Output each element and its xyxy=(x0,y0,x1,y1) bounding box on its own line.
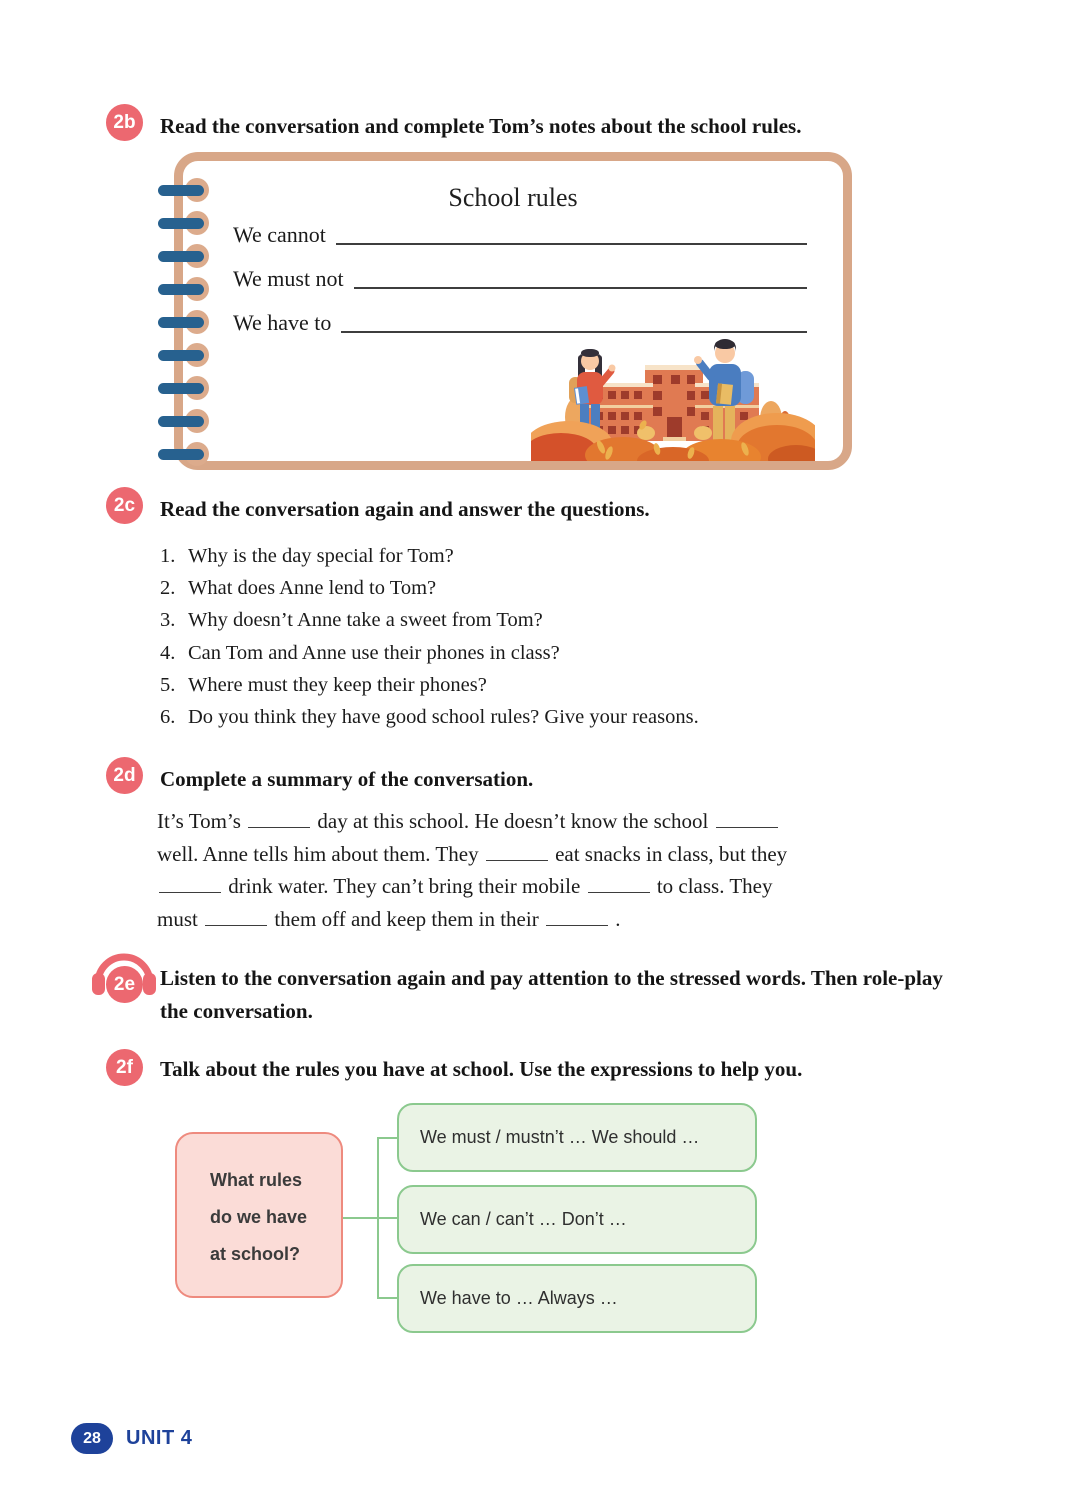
activity-title-2f: Talk about the rules you have at school. Use the expressions to help you. xyxy=(160,1057,803,1081)
blank-field xyxy=(248,809,310,828)
question-number: 1. xyxy=(160,545,176,567)
connector-line xyxy=(377,1297,397,1299)
question-item xyxy=(160,604,699,636)
blank-field xyxy=(205,907,267,926)
blank-line xyxy=(336,243,807,245)
question-text: Why is the day special for Tom? xyxy=(188,545,454,567)
question-text: Where must they keep their phones? xyxy=(188,673,487,696)
question-item xyxy=(160,669,699,701)
page-number-badge: 28 xyxy=(71,1423,113,1454)
activity-badge-2e: 2e xyxy=(106,966,143,1003)
blank-field xyxy=(546,907,608,926)
binder-bar xyxy=(158,383,204,394)
notebook-card xyxy=(174,152,852,470)
summary-paragraph xyxy=(157,805,947,935)
blank-field xyxy=(588,874,650,893)
summary-line: well. Anne tells him about them. They eat snacks in class, but they xyxy=(157,841,788,866)
rule-label: We cannot xyxy=(233,222,326,247)
activity-title-2e: Listen to the conversation again and pay attention to the stressed words. Then role-play the conversation. xyxy=(160,966,943,1023)
question-number: 2. xyxy=(160,577,176,600)
unit-label: UNIT 4 xyxy=(126,1427,193,1449)
activity-badge-2f: 2f xyxy=(106,1049,143,1086)
summary-line: It’s Tom’s day at this school. He doesn’t know the school xyxy=(157,805,947,838)
activity-title-2c: Read the conversation again and answer the questions. xyxy=(160,497,650,521)
prompt-text-line: at school? xyxy=(210,1244,301,1264)
question-text: Why doesn’t Anne take a sweet from Tom? xyxy=(188,609,543,632)
rule-label: We have to xyxy=(233,310,332,335)
question-number: 5. xyxy=(160,673,176,696)
question-text: What does Anne lend to Tom? xyxy=(188,577,437,600)
binder-bar xyxy=(158,416,204,427)
expression-box: We must / mustn’t … We should … xyxy=(397,1103,757,1172)
summary-line: must them off and keep them in their . xyxy=(157,906,621,931)
question-text: Do you think they have good school rules? Give your reasons. xyxy=(188,706,699,729)
activity-badge-2d: 2d xyxy=(106,757,143,794)
question-number: 4. xyxy=(160,641,176,664)
question-text: Can Tom and Anne use their phones in class? xyxy=(188,641,560,664)
expression-box: We have to … Always … xyxy=(397,1264,757,1333)
prompt-box xyxy=(175,1132,343,1298)
question-item xyxy=(160,572,699,604)
question-item xyxy=(160,701,699,733)
question-number: 6. xyxy=(160,706,176,729)
activity-badge-2b: 2b xyxy=(106,104,143,141)
activity-badge-2c: 2c xyxy=(106,487,143,524)
notebook-title: School rules xyxy=(448,183,578,212)
blank-field xyxy=(716,809,778,828)
binder-bar xyxy=(158,350,204,361)
blank-line xyxy=(354,287,807,289)
binder-bar xyxy=(158,251,204,262)
question-list xyxy=(160,540,699,733)
prompt-text-line: What rules xyxy=(210,1170,303,1190)
blank-field xyxy=(486,842,548,861)
students-school-illustration xyxy=(531,329,815,461)
notebook-rule-row xyxy=(183,262,843,292)
blank-field xyxy=(159,874,221,893)
activity-title-2d: Complete a summary of the conversation. xyxy=(160,767,534,791)
connector-line xyxy=(377,1137,379,1299)
notebook-rule-row xyxy=(183,218,843,248)
question-number: 3. xyxy=(160,609,176,632)
question-item xyxy=(160,637,699,669)
rule-label: We must not xyxy=(233,266,344,291)
prompt-text-line: do we have xyxy=(210,1207,308,1227)
binder-bar xyxy=(158,449,204,460)
binder-bar xyxy=(158,185,204,196)
activity-title-2b: Read the conversation and complete Tom’s notes about the school rules. xyxy=(160,114,802,138)
connector-line xyxy=(377,1137,397,1139)
question-item xyxy=(160,540,699,572)
connector-line xyxy=(343,1217,397,1219)
expression-box: We can / can’t … Don’t … xyxy=(397,1185,757,1254)
summary-line: drink water. They can’t bring their mobile to class. They xyxy=(157,870,947,903)
